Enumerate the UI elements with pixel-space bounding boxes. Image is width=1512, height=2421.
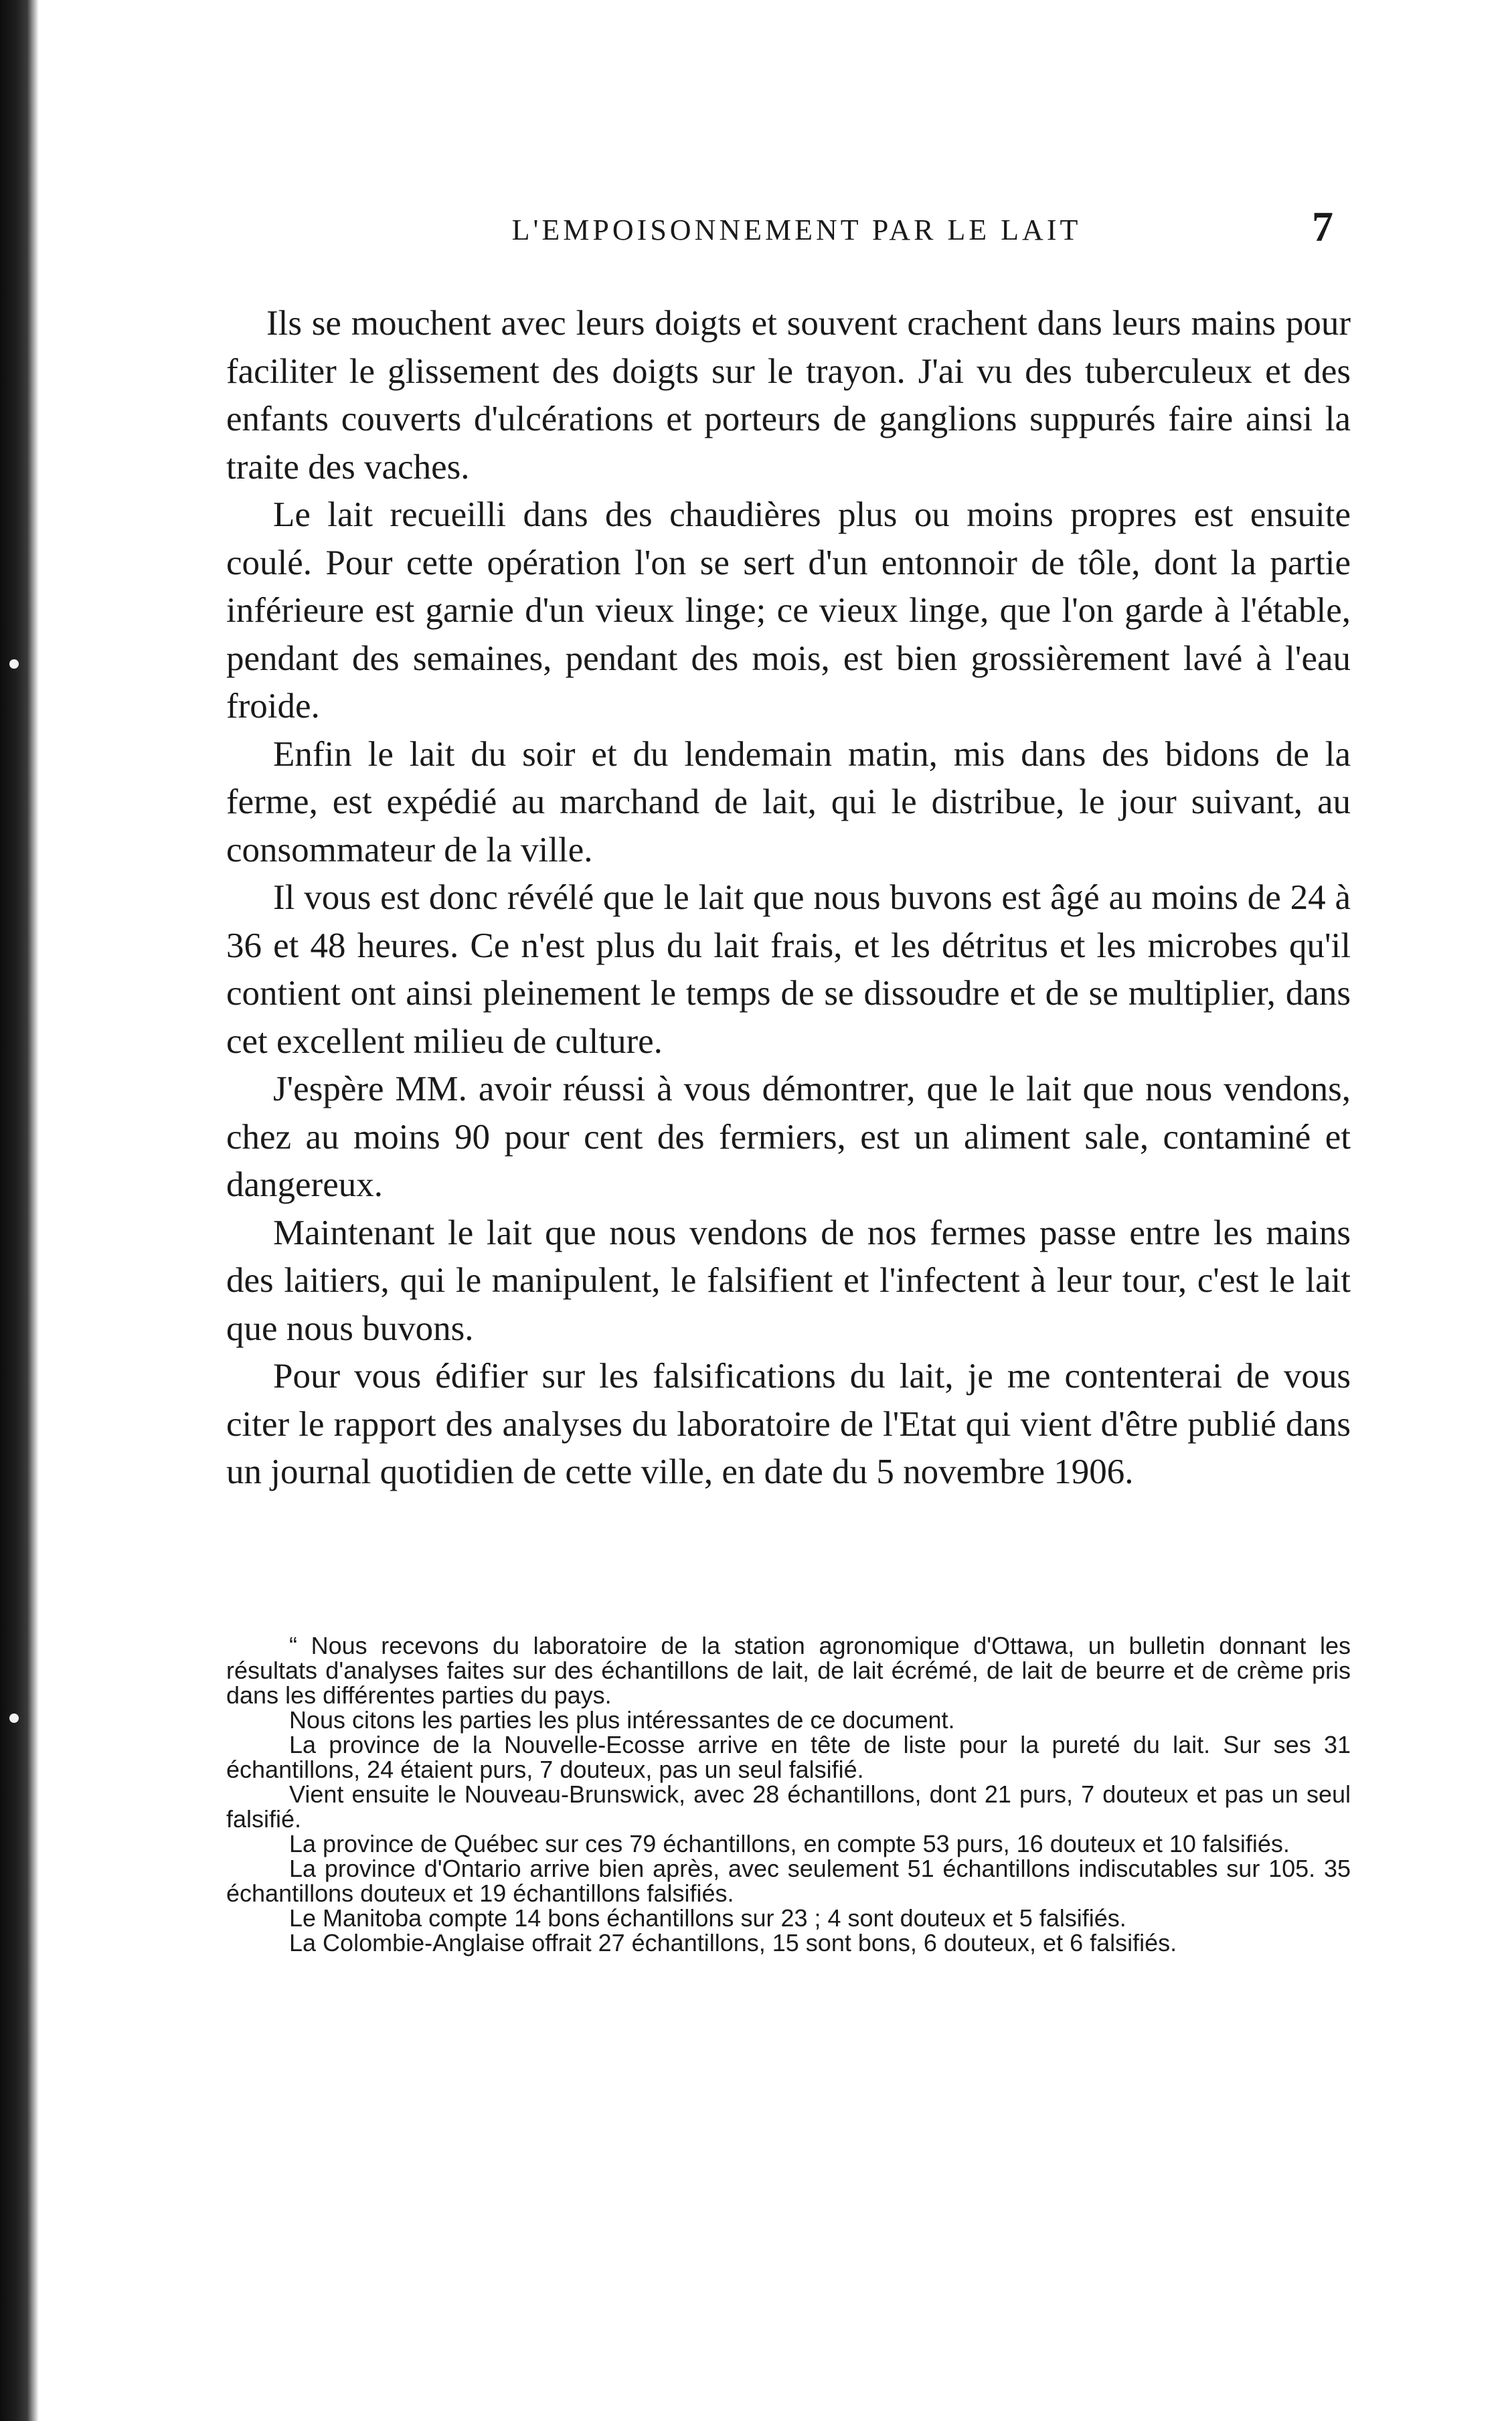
footnote-paragraph: Le Manitoba compte 14 bons échantillons sur 23 ; 4 sont douteux et 5 falsifiés. <box>289 1904 1126 1932</box>
footnote-paragraph: La province de la Nouvelle-Ecosse arrive en tête de liste pour la pureté du lait. Sur ses 31 échantillons, 24 étaient purs, 7 douteux, pas un seul falsifié. <box>226 1731 1351 1783</box>
paragraph: Le lait recueilli dans des chaudières plus ou moins propres est ensuite coulé. Pour cette opération l'on se sert d'un entonnoir de tôle, dont la partie inférieure est garnie d'un vieux linge; ce vieux linge, que l'on garde à l'étable, pendant des semaines, pendant des mois, est bien grossièrement lavé à l'eau froide. <box>226 495 1351 726</box>
footnote-paragraph: La province d'Ontario arrive bien après, avec seulement 51 échantillons indiscutables sur 105. 35 échantillons douteux et 19 échantillons falsifiés. <box>226 1855 1351 1907</box>
running-title: L'EMPOISONNEMENT PAR LE LAIT <box>511 214 1082 246</box>
footnote-paragraph: “ Nous recevons du laboratoire de la station agronomique d'Ottawa, un bulletin donnant les résultats d'analyses faites sur des échantillons de lait, de lait écrémé, de lait de beurre et de crème pris dans les différentes parties du pays. <box>226 1632 1351 1709</box>
footnote-quote <box>226 1633 1351 1955</box>
paragraph: Enfin le lait du soir et du lendemain matin, mis dans des bidons de la ferme, est expédié au marchand de lait, qui le distribue, le jour suivant, au consommateur de la ville. <box>226 734 1351 869</box>
paragraph: Maintenant le lait que nous vendons de nos fermes passe entre les mains des laitiers, qui le manipulent, le falsifient et l'infectent à leur tour, c'est le lait que nous buvons. <box>226 1213 1351 1348</box>
binding-hole <box>9 1714 19 1723</box>
footnote-paragraph: La Colombie-Anglaise offrait 27 échantillons, 15 sont bons, 6 douteux, et 6 falsifiés. <box>289 1929 1177 1956</box>
footnote-paragraph: La province de Québec sur ces 79 échantillons, en compte 53 purs, 16 douteux et 10 falsifiés. <box>289 1830 1290 1857</box>
footnote-paragraph: Nous citons les parties les plus intéressantes de ce document. <box>289 1706 955 1734</box>
body-text <box>226 300 1351 1497</box>
page-number: 7 <box>1312 203 1333 250</box>
binding-hole <box>9 659 19 669</box>
paragraph: Ils se mouchent avec leurs doigts et souvent crachent dans leurs mains pour faciliter le glissement des doigts sur le trayon. J'ai vu des tuberculeux et des enfants couverts d'ulcérations et porteurs de ganglions suppurés faire ainsi la traite des vaches. <box>226 304 1351 487</box>
footnote-paragraph: Vient ensuite le Nouveau-Brunswick, avec 28 échantillons, dont 21 purs, 7 douteux et pas un seul falsifié. <box>226 1780 1351 1833</box>
paragraph: Il vous est donc révélé que le lait que nous buvons est âgé au moins de 24 à 36 et 48 heures. Ce n'est plus du lait frais, et les détritus et les microbes qu'il contient ont ainsi pleinement le temps de se dissoudre et de se multiplier, dans cet excellent milieu de culture. <box>226 878 1351 1061</box>
binding-shadow <box>0 0 39 2421</box>
paragraph: Pour vous édifier sur les falsifications du lait, je me contenterai de vous citer le rapport des analyses du laboratoire de l'Etat qui vient d'être publié dans un journal quotidien de cette ville, en date du 5 novembre 1906. <box>226 1357 1351 1491</box>
paragraph: J'espère MM. avoir réussi à vous démontrer, que le lait que nous vendons, chez au moins 90 pour cent des fermiers, est un aliment sale, contaminé et dangereux. <box>226 1070 1351 1204</box>
